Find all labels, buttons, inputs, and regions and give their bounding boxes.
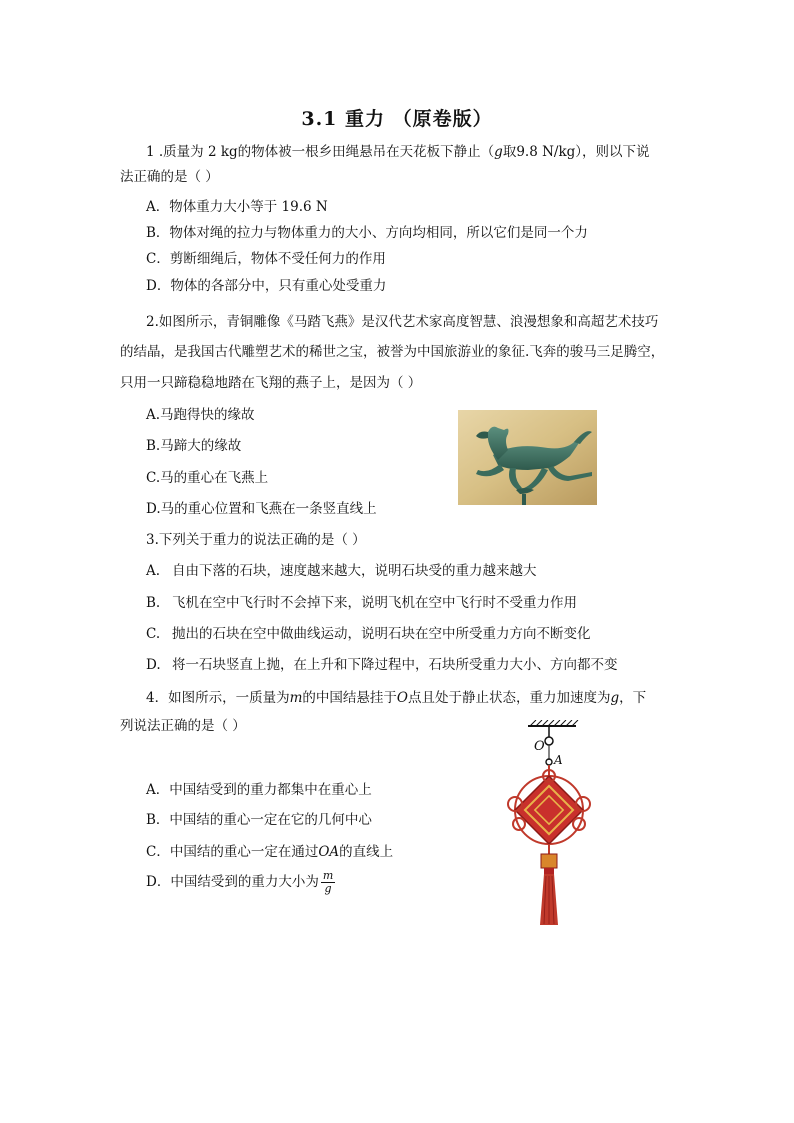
q3-option-a: A. 自由下落的石块，速度越来越大，说明石块受的重力越来越大 [146, 563, 537, 579]
q3-stem: 3.下列关于重力的说法正确的是（ ） [146, 532, 366, 548]
q3-option-b: B. 飞机在空中飞行时不会掉下来，说明飞机在空中飞行时不受重力作用 [146, 595, 577, 611]
bronze-horse-image [458, 410, 597, 505]
q4-option-b: B．中国结的重心一定在它的几何中心 [146, 812, 372, 828]
q1-stem-line2: 法正确的是（ ） [120, 169, 219, 185]
fraction-m-over-g: $\frac{m}{g}$ [322, 869, 334, 895]
q3-option-c: C. 抛出的石块在空中做曲线运动，说明石块在空中所受重力方向不断变化 [146, 626, 591, 642]
q4-stem-line2: 列说法正确的是（ ） [120, 718, 246, 734]
page-title: 3.1 重力 （原卷版） [301, 108, 493, 130]
q4-option-d: D．中国结受到的重力大小为 $\frac{m}{g}$ [146, 869, 334, 895]
chinese-knot-figure [500, 720, 600, 930]
svg-text:O: O [534, 739, 545, 754]
q2-stem-line3: 只用一只蹄稳稳地踏在飞翔的燕子上，是因为（ ） [120, 375, 422, 391]
q2-option-d: D.马的重心位置和飞燕在一条竖直线上 [146, 501, 377, 517]
q1-option-c: C．剪断细绳后，物体不受任何力的作用 [146, 251, 386, 267]
q1-option-d: D．物体的各部分中，只有重心处受重力 [146, 278, 387, 294]
q4-option-c: C．中国结的重心一定在通过OA的直线上 [146, 844, 394, 860]
q1-stem-line1: 1 .质量为 2 kg的物体被一根乡田绳悬吊在天花板下静止（g取9.8 N/kg），则以下说 [146, 144, 650, 160]
svg-text:A: A [554, 753, 563, 767]
q4-option-a: A．中国结受到的重力都集中在重心上 [146, 782, 372, 798]
q2-option-b: B.马蹄大的缘故 [146, 438, 242, 454]
q2-option-c: C.马的重心在飞燕上 [146, 470, 269, 486]
q3-option-d: D. 将一石块竖直上抛，在上升和下降过程中，石块所受重力大小、方向都不变 [146, 657, 618, 673]
q1-option-a: A．物体重力大小等于 19.6 N [146, 199, 328, 215]
q1-option-b: B．物体对绳的拉力与物体重力的大小、方向均相同，所以它们是同一个力 [146, 225, 588, 241]
q2-stem-line2: 的结晶，是我国古代雕塑艺术的稀世之宝，被誉为中国旅游业的象征.飞奔的骏马三足腾空， [120, 344, 665, 360]
q2-option-a: A.马跑得快的缘故 [146, 407, 255, 423]
q2-stem-line1: 2.如图所示，青铜雕像《马踏飞燕》是汉代艺术家高度智慧、浪漫想象和高超艺术技巧 [146, 314, 659, 330]
q4-stem-line1: 4．如图所示，一质量为m的中国结悬挂于O点且处于静止状态，重力加速度为g，下 [146, 690, 647, 706]
